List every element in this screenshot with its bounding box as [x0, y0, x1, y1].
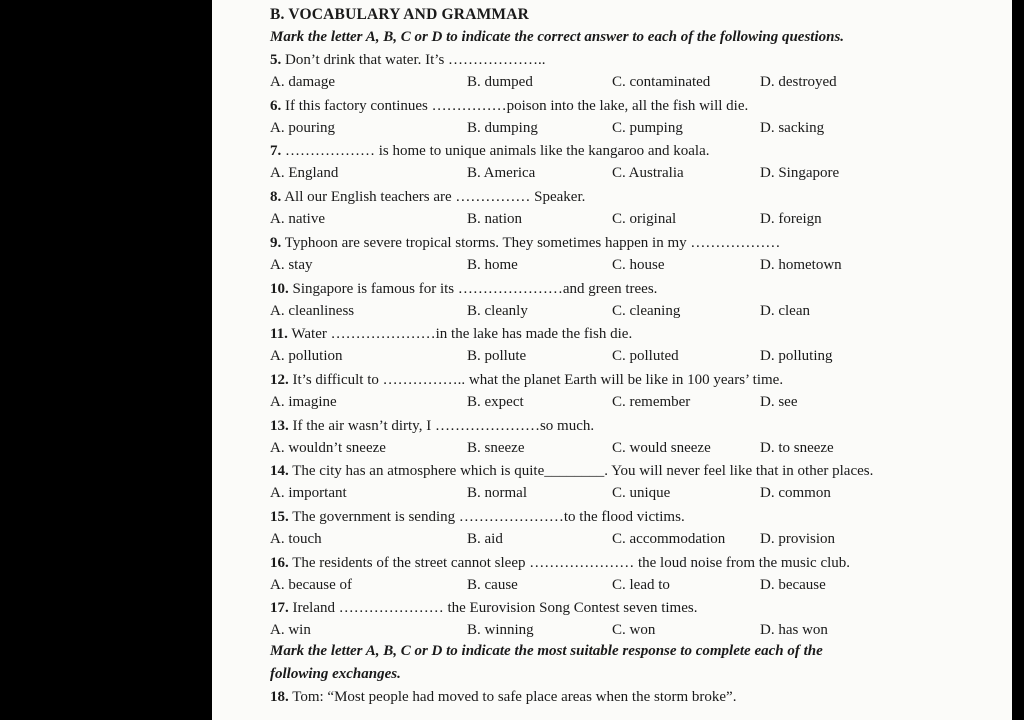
question-14 — [270, 462, 873, 480]
answer-option-c[interactable]: C. pumping — [612, 120, 683, 136]
question-5 — [270, 51, 546, 69]
question-number: 12. — [270, 372, 289, 388]
answer-option-d[interactable]: D. has won — [760, 622, 828, 638]
answer-option-a[interactable]: A. damage — [270, 74, 335, 90]
question-number: 5. — [270, 52, 282, 68]
answer-option-c[interactable]: C. remember — [612, 394, 691, 410]
question-6 — [270, 97, 748, 115]
question-17 — [270, 599, 697, 617]
question-8 — [270, 188, 585, 206]
answer-option-a[interactable]: A. important — [270, 485, 347, 501]
question-number: 13. — [270, 418, 289, 434]
answer-option-b[interactable]: B. winning — [467, 622, 534, 638]
answer-option-c[interactable]: C. accommodation — [612, 531, 726, 547]
question-7 — [270, 142, 710, 160]
question-text: If this factory continues ……………poison into the lake, all the fish will die. — [285, 98, 749, 114]
answer-option-b[interactable]: B. cause — [467, 577, 518, 593]
answer-option-a[interactable]: A. touch — [270, 531, 322, 547]
answer-option-b[interactable]: B. dumped — [467, 74, 533, 90]
answer-option-a[interactable]: A. because of — [270, 577, 353, 593]
answer-option-d[interactable]: D. because — [760, 577, 826, 593]
instruction-2-line2: following exchanges. — [270, 666, 401, 682]
answer-option-a[interactable]: A. England — [270, 165, 339, 181]
question-text: Tom: “Most people had moved to safe place areas when the storm broke”. — [292, 689, 737, 705]
question-11 — [270, 325, 632, 343]
answer-option-a[interactable]: A. native — [270, 211, 325, 227]
answer-option-d[interactable]: D. clean — [760, 303, 810, 319]
answer-option-d[interactable]: D. sacking — [760, 120, 825, 136]
question-text: Water …………………in the lake has made the fish die. — [291, 326, 633, 342]
question-text: Typhoon are severe tropical storms. They sometimes happen in my ……………… — [284, 235, 781, 251]
answer-option-d[interactable]: D. polluting — [760, 348, 833, 364]
question-number: 16. — [270, 555, 289, 571]
question-number: 9. — [270, 235, 282, 251]
answer-option-a[interactable]: A. win — [270, 622, 311, 638]
question-text: The residents of the street cannot sleep ………………… the loud noise from the music club. — [292, 555, 851, 571]
question-9 — [270, 234, 780, 252]
instruction-1: Mark the letter A, B, C or D to indicate the correct answer to each of the following questions. — [270, 29, 845, 45]
question-text: All our English teachers are …………… Speaker. — [284, 189, 586, 205]
answer-option-c[interactable]: C. unique — [612, 485, 671, 501]
question-text: It’s difficult to …………….. what the planet Earth will be like in 100 years’ time. — [292, 372, 784, 388]
question-13 — [270, 417, 594, 435]
answer-option-c[interactable]: C. polluted — [612, 348, 679, 364]
answer-option-c[interactable]: C. would sneeze — [612, 440, 711, 456]
answer-option-b[interactable]: B. America — [467, 165, 536, 181]
question-number: 18. — [270, 689, 289, 705]
answer-option-a[interactable]: A. stay — [270, 257, 313, 273]
question-number: 6. — [270, 98, 282, 114]
answer-option-c[interactable]: C. won — [612, 622, 656, 638]
answer-option-a[interactable]: A. pollution — [270, 348, 343, 364]
answer-option-c[interactable]: C. original — [612, 211, 677, 227]
question-text: The city has an atmosphere which is quite________. You will never feel like that in other places. — [292, 463, 874, 479]
answer-option-d[interactable]: D. Singapore — [760, 165, 840, 181]
answer-option-d[interactable]: D. to sneeze — [760, 440, 834, 456]
question-text: Ireland ………………… the Eurovision Song Contest seven times. — [292, 600, 698, 616]
question-number: 17. — [270, 600, 289, 616]
answer-option-c[interactable]: C. Australia — [612, 165, 684, 181]
question-18 — [270, 688, 736, 706]
answer-option-c[interactable]: C. cleaning — [612, 303, 681, 319]
answer-option-c[interactable]: C. contaminated — [612, 74, 711, 90]
question-text: If the air wasn’t dirty, I …………………so much. — [292, 418, 595, 434]
answer-option-d[interactable]: D. foreign — [760, 211, 822, 227]
answer-option-a[interactable]: A. pouring — [270, 120, 335, 136]
question-text: ……………… is home to unique animals like the kangaroo and koala. — [285, 143, 710, 159]
question-number: 10. — [270, 281, 289, 297]
answer-option-b[interactable]: B. dumping — [467, 120, 538, 136]
worksheet-page — [212, 0, 1012, 720]
question-10 — [270, 280, 657, 298]
answer-option-b[interactable]: B. home — [467, 257, 518, 273]
answer-option-b[interactable]: B. cleanly — [467, 303, 528, 319]
question-number: 15. — [270, 509, 289, 525]
question-number: 14. — [270, 463, 289, 479]
answer-option-c[interactable]: C. house — [612, 257, 665, 273]
answer-option-b[interactable]: B. nation — [467, 211, 522, 227]
question-number: 8. — [270, 189, 282, 205]
answer-option-a[interactable]: A. imagine — [270, 394, 337, 410]
question-16 — [270, 554, 850, 572]
question-number: 7. — [270, 143, 282, 159]
answer-option-d[interactable]: D. provision — [760, 531, 835, 547]
question-number: 11. — [270, 326, 288, 342]
question-12 — [270, 371, 783, 389]
answer-option-b[interactable]: B. pollute — [467, 348, 527, 364]
answer-option-b[interactable]: B. normal — [467, 485, 527, 501]
instruction-2-line1: Mark the letter A, B, C or D to indicate the most suitable response to complete each of the — [270, 643, 823, 659]
answer-option-b[interactable]: B. expect — [467, 394, 524, 410]
answer-option-d[interactable]: D. common — [760, 485, 831, 501]
answer-option-d[interactable]: D. see — [760, 394, 798, 410]
question-text: The government is sending …………………to the flood victims. — [292, 509, 685, 525]
answer-option-d[interactable]: D. destroyed — [760, 74, 837, 90]
answer-option-a[interactable]: A. cleanliness — [270, 303, 355, 319]
question-text: Singapore is famous for its …………………and green trees. — [292, 281, 658, 297]
section-title: B. VOCABULARY AND GRAMMAR — [270, 6, 530, 23]
answer-option-a[interactable]: A. wouldn’t sneeze — [270, 440, 386, 456]
answer-option-d[interactable]: D. hometown — [760, 257, 842, 273]
question-text: Don’t drink that water. It’s ……………….. — [285, 52, 546, 68]
answer-option-c[interactable]: C. lead to — [612, 577, 670, 593]
answer-option-b[interactable]: B. aid — [467, 531, 503, 547]
answer-option-b[interactable]: B. sneeze — [467, 440, 525, 456]
question-15 — [270, 508, 685, 526]
